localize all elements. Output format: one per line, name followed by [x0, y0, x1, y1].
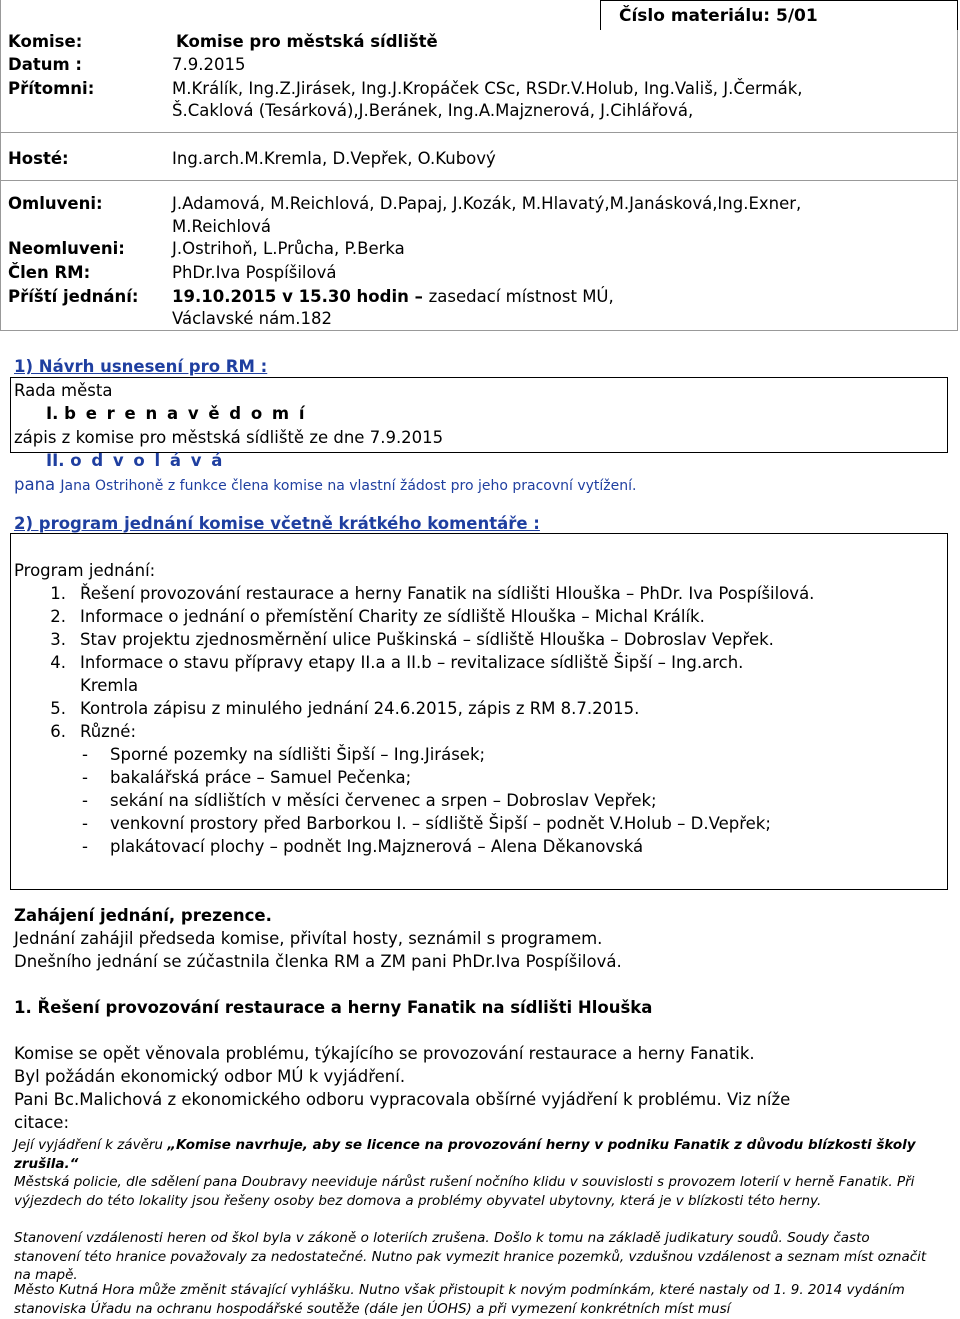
quote-2: Městská policie, dle sdělení pana Doubravy neeviduje nárůst rušení nočního klidu v souvislosti s provozem loterií v herně Fanatik. Při výjezdech do této lokality jsou řešeny osoby bez domova a problémy obyvatel ubytovny, která je v blízkosti této herny.	[14, 1174, 915, 1209]
header-divider	[0, 132, 958, 133]
resolution-I-text: zápis z komise pro městská sídliště ze dne 7.9.2015	[14, 428, 444, 447]
pritomni-line1: M.Králík, Ing.Z.Jirásek, Ing.J.Kropáček CSc, RSDr.V.Holub, Ing.Vališ, J.Čermák,	[172, 79, 803, 98]
program-subitem: - sekání na sídlištích v měsíci červenec a srpen – Dobroslav Vepřek;	[82, 791, 657, 810]
paragraph-3a: Pani Bc.Malichová z ekonomického odboru vypracovala obšírné vyjádření k problému. Viz níže	[14, 1090, 791, 1109]
resolution-I-num: I.	[46, 404, 59, 423]
datum-label: Datum :	[8, 55, 83, 74]
program-item-4-cont	[14, 676, 138, 695]
program-subitem: - bakalářská práce – Samuel Pečenka;	[82, 768, 412, 787]
program-item-3	[14, 630, 774, 649]
resolution-II-num: II.	[46, 451, 65, 470]
resolution-I-verb: b e r e n a v ě d o m í	[64, 404, 307, 423]
paragraph-1: Komise se opět věnovala problému, týkajícího se provozování restaurace a herny Fanatik.	[14, 1044, 755, 1063]
program-item-num: 1.	[50, 584, 66, 603]
program-subitem: - venkovní prostory před Barborkou I. – sídliště Šipší – podnět V.Holub – D.Vepřek;	[82, 814, 771, 833]
program-subitem-text: plakátovací plochy – podnět Ing.Majznerová – Alena Děkanovská	[110, 837, 644, 856]
clen-label: Člen RM:	[8, 263, 91, 282]
pristi-value	[172, 287, 614, 306]
resolution-II-pana: pana	[14, 475, 56, 494]
program-item-2	[14, 607, 705, 626]
program-label: Program jednání:	[14, 561, 156, 580]
program-item-1	[14, 584, 814, 603]
program-item-5	[14, 699, 639, 718]
pristi-datetime: 19.10.2015 v 15.30 hodin	[172, 287, 409, 306]
quote-1-intro: Její vyjádření k závěru	[14, 1137, 168, 1153]
material-number: Číslo materiálu: 5/01	[600, 0, 958, 30]
quote-1-bold: „Komise navrhuje, aby se licence na provozování herny v podniku Fanatik z důvodu blízkosti školy zrušila.“	[14, 1137, 916, 1172]
zahajeni-line1: Jednání zahájil předseda komise, přivítal hosty, seznámil s programem.	[14, 929, 603, 948]
zahajeni-heading: Zahájení jednání, prezence.	[14, 906, 272, 925]
quote-4: Město Kutná Hora může změnit stávající vyhlášku. Nutno však přistoupit k novým podmínkám, které nastaly od 1. 9. 2014 vydáním stanoviska Úřadu na ochranu hospodářské soutěže (dále jen ÚOHS) a při vymezení konkrétních míst musí	[14, 1282, 905, 1317]
program-subitem-text: bakalářská práce – Samuel Pečenka;	[110, 768, 412, 787]
quote-1	[14, 1136, 938, 1173]
resolution-II-text-line	[14, 475, 636, 494]
komise-value: Komise pro městská sídliště	[176, 32, 438, 51]
program-subitem: - Sporné pozemky na sídlišti Šipší – Ing.Jirásek;	[82, 745, 486, 764]
program-item-text: Informace o jednání o přemístění Charity ze sídliště Hlouška – Michal Králík.	[80, 607, 705, 626]
program-item-num: 3.	[50, 630, 66, 649]
program-item-text: Stav projektu zjednosměrnění ulice Puškinská – sídliště Hlouška – Dobroslav Vepřek.	[80, 630, 774, 649]
omluveni-line2: M.Reichlová	[172, 217, 272, 236]
header-divider	[0, 180, 958, 181]
neomluveni-label: Neomluveni:	[8, 239, 125, 258]
datum-value: 7.9.2015	[172, 55, 246, 74]
program-item-num: 5.	[50, 699, 66, 718]
hoste-value: Ing.arch.M.Kremla, D.Vepřek, O.Kubový	[172, 149, 496, 168]
rada-label: Rada města	[14, 381, 113, 400]
clen-value: PhDr.Iva Pospíšilová	[172, 263, 337, 282]
program-item-text: Informace o stavu přípravy etapy II.a a II.b – revitalizace sídliště Šipší – Ing.arch.	[80, 653, 744, 672]
pristi-label: Příští jednání:	[8, 287, 139, 306]
resolution-II-verb: o d v o l á v á	[70, 451, 225, 470]
hoste-label: Hosté:	[8, 149, 69, 168]
program-item-text: Kremla	[80, 676, 139, 695]
neomluveni-value: J.Ostrihoň, L.Průcha, P.Berka	[172, 239, 405, 258]
resolution-I	[46, 404, 307, 423]
program-subitem: - plakátovací plochy – podnět Ing.Majznerová – Alena Děkanovská	[82, 837, 644, 856]
program-item-num: 6.	[50, 722, 66, 741]
pristi-line2: Václavské nám.182	[172, 309, 332, 328]
zahajeni-line2: Dnešního jednání se zúčastnila členka RM a ZM pani PhDr.Iva Pospíšilová.	[14, 952, 622, 971]
program-item-6	[14, 722, 136, 741]
quote-3: Stanovení vzdálenosti heren od škol byla v zákoně o loteriích zrušena. Došlo k tomu na základě judikatury soudů. Soudy často stanovení této hranice považovaly za nedostatečné. Nutno pak vymezit hranice pozemků, vzdušnou vzdálenost a seznam míst označit na mapě.	[14, 1230, 927, 1284]
program-subitem-text: venkovní prostory před Barborkou I. – sídliště Šipší – podnět V.Holub – D.Vepřek;	[110, 814, 771, 833]
section2-heading: 2) program jednání komise včetně krátkého komentáře :	[14, 514, 540, 533]
program-subitem-text: Sporné pozemky na sídlišti Šipší – Ing.Jirásek;	[110, 745, 486, 764]
program-item-num: 4.	[50, 653, 66, 672]
paragraph-3b: citace:	[14, 1113, 70, 1132]
program-item-num: 2.	[50, 607, 66, 626]
pristi-place: zasedací místnost MÚ,	[428, 287, 614, 306]
program-item-text: Různé:	[80, 722, 137, 741]
program-item-4	[14, 653, 743, 672]
program-subitem-text: sekání na sídlištích v měsíci červenec a srpen – Dobroslav Vepřek;	[110, 791, 657, 810]
section1-heading: 1) Návrh usnesení pro RM :	[14, 357, 268, 376]
pritomni-line2: Š.Caklová (Tesárková),J.Beránek, Ing.A.Majznerová, J.Cihlářová,	[172, 101, 694, 120]
program-item-text: Kontrola zápisu z minulého jednání 24.6.2015, zápis z RM 8.7.2015.	[80, 699, 640, 718]
omluveni-line1: J.Adamová, M.Reichlová, D.Papaj, J.Kozák, M.Hlavatý,M.Janásková,Ing.Exner,	[172, 194, 802, 213]
resolution-II-text: Jana Ostrihoně z funkce člena komise na vlastní žádost pro jeho pracovní vytížení.	[60, 478, 637, 494]
program-item-text: Řešení provozování restaurace a herny Fanatik na sídlišti Hlouška – PhDr. Iva Pospíšilová.	[80, 584, 815, 603]
pritomni-label: Přítomni:	[8, 79, 95, 98]
paragraph-2: Byl požádán ekonomický odbor MÚ k vyjádření.	[14, 1067, 406, 1086]
resolution-II	[46, 451, 224, 470]
item1-heading: 1. Řešení provozování restaurace a herny Fanatik na sídlišti Hlouška	[14, 998, 653, 1017]
omluveni-label: Omluveni:	[8, 194, 103, 213]
komise-label: Komise:	[8, 32, 83, 51]
pristi-dash: –	[408, 287, 429, 306]
